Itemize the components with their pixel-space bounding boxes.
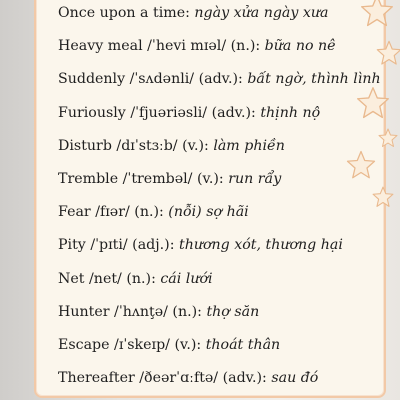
- part-of-speech: (adv.): [198, 71, 239, 88]
- phonetic: /fɪər/: [95, 204, 130, 221]
- meaning: bữa no nê: [264, 38, 336, 55]
- part-of-speech: (n.): [172, 303, 198, 320]
- part-of-speech: (v.): [182, 137, 205, 154]
- meaning: (nỗi) sợ hãi: [168, 204, 249, 221]
- phonetic: /ɪˈskeɪp/: [114, 336, 170, 353]
- phonetic: /net/: [89, 270, 122, 287]
- phonetic: /ˈsʌdənli/: [129, 71, 195, 88]
- meaning: thợ săn: [206, 303, 260, 320]
- vocab-entry: Net /net/ (n.): cái lưới: [58, 270, 213, 287]
- star-icon: [378, 128, 398, 148]
- part-of-speech: (n.): [126, 270, 152, 287]
- word: Heavy meal: [58, 38, 143, 55]
- part-of-speech: (v.): [196, 170, 219, 187]
- vocab-entry: Heavy meal /ˈhevi mɪəl/ (n.): bữa no nê: [58, 38, 336, 55]
- part-of-speech: (v.): [174, 336, 197, 353]
- vocab-entry: Pity /ˈpɪti/ (adj.): thương xót, thương hại: [58, 237, 343, 254]
- vocab-entry: Escape /ɪˈskeɪp/ (v.): thoát thân: [58, 336, 281, 353]
- meaning: sau đó: [271, 370, 319, 387]
- phonetic: /ˈpɪti/: [90, 237, 128, 254]
- part-of-speech: (adj.): [132, 237, 170, 254]
- vocab-entry: Disturb /dɪˈstɜːb/ (v.): làm phiền: [58, 137, 285, 154]
- part-of-speech: (adv.): [222, 370, 263, 387]
- word: Tremble: [58, 170, 119, 187]
- part-of-speech: (n.): [230, 38, 256, 55]
- vocab-entry: Once upon a time: ngày xửa ngày xưa: [58, 5, 329, 21]
- word: Disturb: [58, 137, 112, 154]
- word: Pity: [58, 237, 86, 254]
- phonetic: /ˈhʌnţə/: [114, 303, 168, 320]
- word: Hunter: [58, 303, 110, 320]
- meaning: làm phiền: [213, 137, 285, 154]
- meaning: cái lưới: [160, 270, 213, 287]
- word: Furiously: [58, 104, 126, 121]
- phonetic: /ðeərˈɑːftə/: [139, 370, 219, 387]
- vocab-entry: Fear /fɪər/ (n.): (nỗi) sợ hãi: [58, 204, 249, 221]
- vocab-entry: Thereafter /ðeərˈɑːftə/ (adv.): sau đó: [58, 370, 319, 387]
- word: Escape: [58, 336, 110, 353]
- phonetic: /dɪˈstɜːb/: [116, 137, 178, 154]
- part-of-speech: (n.): [134, 204, 159, 221]
- meaning: bất ngờ, thình lình: [247, 71, 381, 88]
- word: Thereafter: [58, 370, 135, 387]
- meaning: run rẩy: [228, 170, 282, 187]
- star-icon: [376, 40, 400, 66]
- phonetic: /ˈfjuəriəsli/: [130, 104, 208, 121]
- meaning: thịnh nộ: [260, 104, 321, 121]
- phonetic: /ˈtrembəl/: [122, 170, 193, 187]
- word: Once upon a time: [58, 5, 186, 21]
- vocab-entry: Hunter /ˈhʌnţə/ (n.): thợ săn: [58, 303, 260, 320]
- word: Net: [58, 270, 85, 287]
- vocab-entry: Furiously /ˈfjuəriəsli/ (adv.): thịnh nộ: [58, 104, 321, 121]
- meaning: ngày xửa ngày xưa: [194, 5, 329, 21]
- vocab-entry: Tremble /ˈtrembəl/ (v.): run rẩy: [58, 170, 282, 187]
- phonetic: /ˈhevi mɪəl/: [147, 38, 227, 55]
- vocab-entry: Suddenly /ˈsʌdənli/ (adv.): bất ngờ, thình lình: [58, 71, 381, 88]
- meaning: thương xót, thương hại: [179, 237, 343, 254]
- word: Suddenly: [58, 71, 126, 88]
- word: Fear: [58, 204, 91, 221]
- meaning: thoát thân: [205, 336, 281, 353]
- part-of-speech: (adv.): [211, 104, 252, 121]
- vocabulary-list: [58, 0, 381, 395]
